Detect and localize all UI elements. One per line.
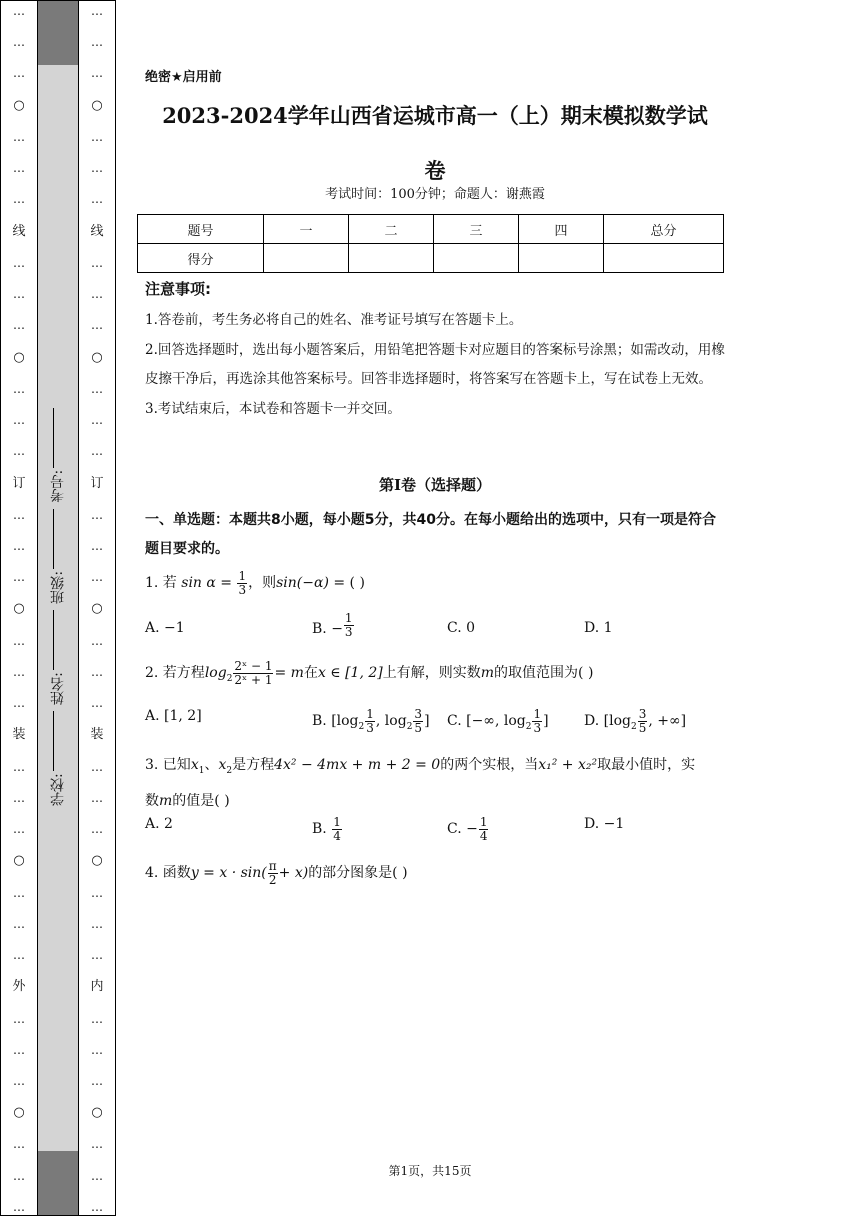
score-cell: 总分 (604, 215, 724, 244)
notice-item: 2.回答选择题时，选出每小题答案后，用铅笔把答题卡对应题目的答案标号涂黑；如需改动，用橡皮擦干净后，再选涂其他答案标号。回答非选择题时，将答案写在答题卡上，写在试卷上无效。 (145, 341, 725, 387)
binding-mark: … (91, 759, 103, 774)
q2-option-b-frac2 (413, 708, 423, 734)
strip-cap-top (38, 1, 78, 65)
binding-mark: ○ (91, 853, 103, 869)
q4-expr2: + x) (278, 865, 309, 882)
binding-mark: 内 (90, 979, 104, 995)
strip-cap-bottom (38, 1151, 78, 1215)
q1-fraction (237, 570, 247, 596)
binding-mark: … (13, 507, 25, 522)
q1-expr: sin α = (181, 575, 233, 592)
section-intro: 一、单选题：本题共8小题，每小题5分，共40分。在每小题给出的选项中，只有一项是符合题目要求的。 (145, 512, 716, 557)
q3-sub1: 1 (198, 765, 205, 776)
binding-mark: 订 (90, 475, 104, 491)
binding-mark: … (91, 4, 103, 18)
binding-mark: … (91, 1042, 103, 1057)
q2-option-c-frac (532, 708, 542, 734)
q2-fraction (233, 660, 273, 686)
binding-mark: … (13, 822, 25, 837)
q2-cond: x ∈ [1, 2] (317, 665, 383, 682)
q3-option-b-label: B. (312, 821, 327, 838)
score-cell: 二 (349, 215, 434, 244)
binding-mark: … (91, 1168, 103, 1183)
binding-mark: … (91, 696, 103, 711)
q2-var: m (480, 665, 495, 682)
q2-prefix: 2. 若方程 (145, 665, 205, 682)
score-value-row (138, 244, 724, 273)
binding-mark: … (91, 916, 103, 931)
binding-mark: … (13, 885, 25, 900)
binding-mark: ○ (91, 97, 103, 113)
binding-mark: ○ (13, 1105, 25, 1121)
outer-binding-strip (0, 0, 38, 1216)
binding-mark: 装 (12, 727, 26, 743)
q3-line-2 (145, 786, 725, 816)
q3-mid1: 是方程 (232, 757, 275, 773)
score-input-cell[interactable] (264, 244, 349, 273)
q3-x2: x (218, 757, 227, 773)
frac-num: 1 (479, 815, 488, 829)
binding-mark: … (13, 948, 25, 963)
binding-mark: ○ (91, 349, 103, 365)
score-input-cell[interactable] (604, 244, 724, 273)
binding-mark: … (13, 1042, 25, 1057)
q4-expr1: y = x · sin( (190, 865, 267, 882)
q2-option-c[interactable] (447, 708, 549, 734)
binding-mark: … (13, 1073, 25, 1088)
q3-x1: x (190, 757, 199, 773)
q1-option-b-label: B. − (312, 621, 343, 638)
q2-suffix: 的取值范围为( ) (494, 665, 594, 682)
q2-mid2: 上有解，则实数 (382, 665, 481, 682)
outer-binding-marks (1, 5, 37, 1213)
binding-mark: … (91, 129, 103, 144)
binding-mark: … (13, 129, 25, 144)
q3-line-1 (145, 750, 725, 786)
q4-suffix: 的部分图象是( ) (308, 865, 408, 882)
binding-mark: ○ (13, 853, 25, 869)
binding-mark: … (91, 1137, 103, 1152)
q2-option-a[interactable]: A. [1, 2] (145, 708, 202, 724)
q2-option-b-prefix: B. [log (312, 713, 359, 730)
q1-prefix: 1. 若 (145, 575, 177, 592)
q3-var: m (159, 792, 173, 809)
q2-mid1: 在 (303, 665, 318, 682)
name-blank[interactable] (54, 610, 55, 670)
frac-den: 5 (638, 720, 647, 735)
log-base: 2 (406, 721, 413, 732)
binding-mark: … (13, 192, 25, 207)
q2-log: log (204, 665, 227, 682)
q4-frac-num: π (268, 859, 277, 873)
binding-mark: … (91, 507, 103, 522)
section-title: 第I卷（选择题） (378, 476, 492, 494)
binding-mark: … (91, 1199, 103, 1214)
binding-mark: … (13, 790, 25, 805)
page-footer: 第1页，共15页 (388, 1164, 472, 1178)
frac-num: 3 (638, 707, 647, 721)
q1-option-b[interactable] (312, 611, 355, 639)
q2-log-base: 2 (226, 673, 233, 684)
q3-sum-expr: x₁² + x₂² (538, 757, 598, 773)
frac-den: 5 (414, 720, 423, 735)
binding-mark: 装 (90, 727, 104, 743)
binding-mark: … (91, 885, 103, 900)
q2-option-b-end: ] (424, 713, 430, 730)
binding-mark: … (91, 790, 103, 805)
name-label: 姓名: (50, 672, 66, 705)
score-cell: 三 (434, 215, 519, 244)
q2-option-c-end: ] (543, 713, 549, 730)
log-base: 2 (525, 721, 532, 732)
binding-mark: … (13, 1011, 25, 1026)
id-blank[interactable] (54, 408, 55, 468)
question-4 (145, 860, 725, 886)
notice-item: 3.考试结束后，本试卷和答题卡一并交回。 (145, 400, 401, 417)
q3-sep: 、 (204, 757, 219, 773)
binding-mark: … (91, 948, 103, 963)
q1-option-c[interactable]: C. 0 (447, 620, 476, 636)
binding-mark: … (91, 161, 103, 176)
binding-mark: … (13, 413, 25, 428)
frac-num: 1 (366, 707, 374, 721)
q3-prefix: 3. 已知 (145, 757, 191, 773)
binding-mark: … (13, 1199, 25, 1214)
binding-mark: … (13, 35, 25, 50)
binding-mark: 线 (12, 223, 26, 239)
q3-option-b[interactable] (312, 816, 343, 842)
score-cell: 题号 (138, 215, 264, 244)
binding-mark: ○ (91, 1105, 103, 1121)
q3-option-c-label: C. − (447, 821, 478, 838)
score-header-row (138, 215, 724, 244)
binding-mark: … (13, 444, 25, 459)
notice-heading: 注意事项: (145, 280, 211, 298)
binding-mark: … (13, 759, 25, 774)
student-info-fields (38, 391, 78, 821)
q2-option-d[interactable] (584, 708, 686, 734)
score-input-cell[interactable] (434, 244, 519, 273)
binding-mark: … (13, 381, 25, 396)
binding-mark: … (91, 1073, 103, 1088)
q3-option-d[interactable]: D. −1 (584, 816, 625, 832)
q2-option-d-frac (638, 708, 648, 734)
q1-frac-num: 1 (238, 569, 247, 583)
frac-num: 3 (414, 707, 423, 721)
q1-option-a[interactable]: A. −1 (145, 620, 185, 636)
score-row-label: 得分 (138, 244, 264, 273)
frac-num: 1 (333, 815, 341, 829)
binding-mark: … (91, 192, 103, 207)
school-blank[interactable] (54, 711, 55, 771)
school-label: 学校: (50, 773, 66, 807)
binding-mark: … (13, 664, 25, 679)
class-label: 班级: (50, 571, 66, 604)
binding-mark: … (13, 161, 25, 176)
q4-fraction (268, 860, 278, 886)
frac-den: 3 (533, 720, 542, 735)
q2-option-c-prefix: C. [−∞, log (447, 713, 526, 730)
q1-option-b-fraction (344, 612, 354, 638)
binding-mark: … (13, 255, 25, 270)
q3-sub2: 2 (226, 765, 233, 776)
frac-num: 1 (344, 611, 353, 625)
q3-mid2: 的两个实根，当 (440, 757, 539, 773)
q3-option-b-frac (332, 816, 342, 842)
q4-prefix: 4. 函数 (145, 865, 191, 882)
binding-mark: … (91, 66, 103, 81)
binding-mark: … (91, 822, 103, 837)
score-table (137, 214, 724, 273)
binding-mark: … (91, 255, 103, 270)
question-2 (145, 660, 725, 686)
score-cell: 四 (519, 215, 604, 244)
q2-option-b-frac1 (365, 708, 375, 734)
binding-mark: … (13, 633, 25, 648)
binding-mark: … (91, 35, 103, 50)
binding-mark: … (91, 538, 103, 553)
binding-mark: 线 (90, 223, 104, 239)
binding-mark: … (91, 381, 103, 396)
binding-mark: … (13, 916, 25, 931)
q3-line2-end: 的值是( ) (172, 792, 230, 809)
q3-line2-prefix: 数 (145, 792, 159, 809)
class-blank[interactable] (54, 509, 55, 569)
q2-option-d-prefix: D. [log (584, 713, 631, 730)
binding-mark: … (91, 664, 103, 679)
binding-mark: … (91, 633, 103, 648)
q1-option-d[interactable]: D. 1 (584, 620, 613, 636)
id-label: 考号: (50, 469, 66, 503)
binding-mark: … (13, 1137, 25, 1152)
binding-mark: … (13, 570, 25, 585)
binding-mark: … (13, 287, 25, 302)
exam-meta: 考试时间：100分钟；命题人：谢燕霞 (325, 187, 545, 202)
inner-binding-strip (78, 0, 116, 1216)
frac-den: 4 (479, 828, 488, 843)
q1-suffix: ( ) (349, 575, 365, 592)
q2-frac-den: 2ˣ + 1 (234, 672, 273, 687)
q2-eq: = m (274, 665, 304, 682)
q3-option-a[interactable]: A. 2 (145, 816, 173, 832)
binding-mark: … (13, 318, 25, 333)
binding-mark: ○ (13, 349, 25, 365)
score-input-cell[interactable] (349, 244, 434, 273)
frac-den: 3 (344, 624, 353, 639)
score-input-cell[interactable] (519, 244, 604, 273)
frac-den: 3 (366, 720, 374, 735)
frac-num: 1 (533, 707, 542, 721)
q1-frac-den: 3 (238, 582, 247, 597)
notice-item: 1.答卷前，考生务必将自己的姓名、准考证号填写在答题卡上。 (145, 312, 523, 328)
score-cell: 一 (264, 215, 349, 244)
student-info-strip (38, 0, 78, 1216)
binding-mark: 外 (12, 979, 26, 995)
title-line-2: 卷 (424, 158, 446, 183)
binding-mark: … (13, 66, 25, 81)
q3-option-c-frac (479, 816, 489, 842)
binding-mark: … (13, 4, 25, 18)
binding-mark: ○ (91, 601, 103, 617)
notice-list (145, 306, 725, 424)
binding-mark: ○ (13, 97, 25, 113)
binding-mark: … (91, 570, 103, 585)
binding-mark: … (91, 287, 103, 302)
q2-option-d-end: , +∞] (648, 713, 687, 730)
question-1 (145, 570, 725, 596)
binding-mark: … (91, 444, 103, 459)
q3-line1-end: 取最小值时，实 (597, 757, 696, 773)
q4-frac-den: 2 (268, 872, 277, 887)
log-base: 2 (358, 721, 365, 732)
title-line-1: 2023-2024学年山西省运城市高一（上）期末模拟数学试 (162, 103, 708, 128)
q1-mid: ，则 (248, 575, 277, 592)
q1-expr2: sin(−α) = (276, 575, 346, 592)
question-3 (145, 750, 725, 816)
q2-option-b-mid: , log (375, 713, 407, 730)
q2-option-b[interactable] (312, 708, 430, 734)
frac-den: 4 (333, 828, 341, 843)
binding-mark: … (13, 538, 25, 553)
secret-label: 绝密★启用前 (145, 70, 222, 85)
binding-mark: … (13, 1168, 25, 1183)
q3-equation: 4x² − 4mx + m + 2 = 0 (274, 757, 441, 773)
binding-mark: … (91, 318, 103, 333)
q3-option-c[interactable] (447, 816, 489, 842)
binding-mark: … (13, 696, 25, 711)
page-title (140, 88, 730, 198)
log-base: 2 (630, 721, 637, 732)
q2-frac-num: 2ˣ − 1 (234, 659, 273, 673)
binding-mark: … (91, 1011, 103, 1026)
binding-mark: 订 (12, 475, 26, 491)
binding-mark: ○ (13, 601, 25, 617)
inner-binding-marks (79, 5, 115, 1213)
binding-mark: … (91, 413, 103, 428)
